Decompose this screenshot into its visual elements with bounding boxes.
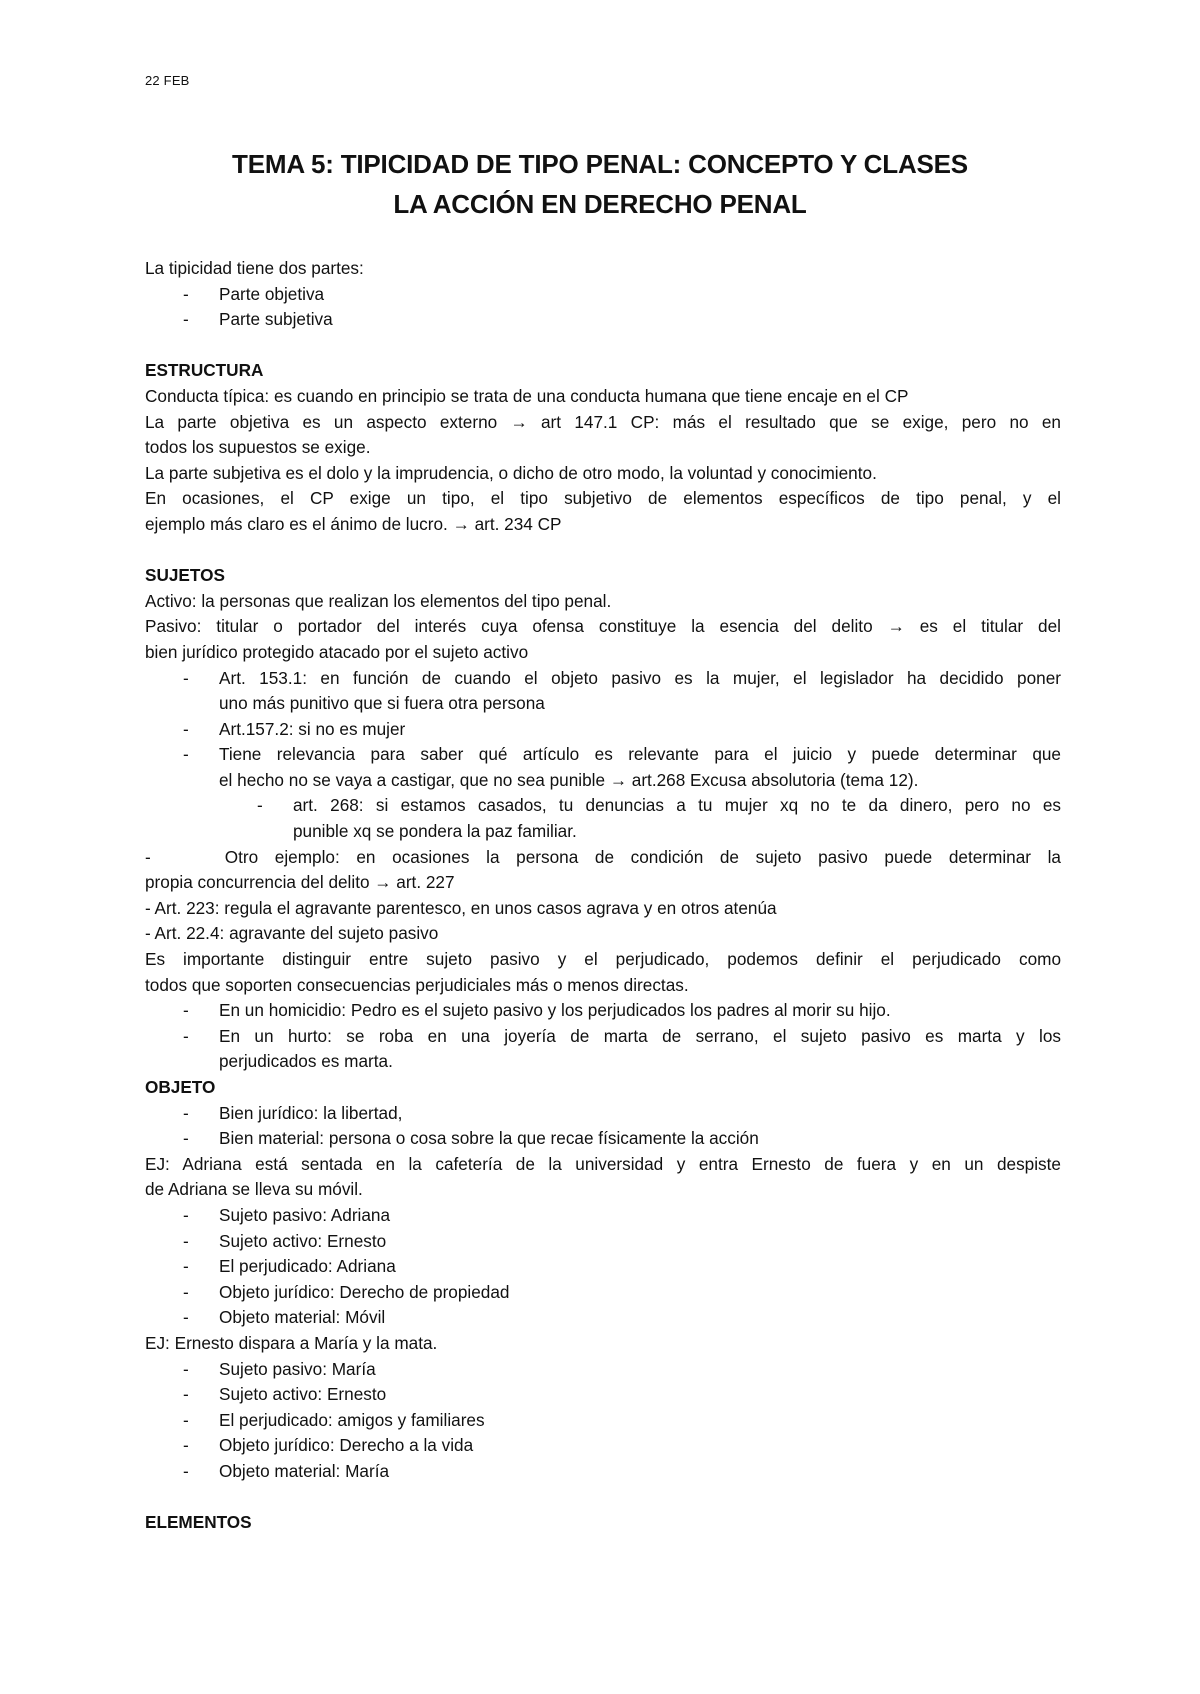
list-item: - Bien jurídico: la libertad, — [145, 1101, 1061, 1127]
paragraph: bien jurídico protegido atacado por el sujeto activo — [145, 641, 529, 662]
bullet-dash: - — [183, 1102, 189, 1123]
list-item: - Tiene relevancia para saber qué artículo es relevante para el juicio y puede determinar que — [145, 742, 1061, 768]
list-item: - Art. 153.1: en función de cuando el objeto pasivo es la mujer, el legislador ha decidido poner — [145, 666, 1061, 692]
list-item: - Objeto jurídico: Derecho de propiedad — [145, 1280, 1061, 1306]
section-heading-estructura: ESTRUCTURA — [145, 360, 264, 381]
intro-text: La tipicidad tiene dos partes: — [145, 258, 364, 278]
list-item-continued: el hecho no se vaya a castigar, que no sea punible → art.268 Excusa absolutoria (tema 12). — [219, 769, 919, 790]
bullet-dash: - — [183, 1358, 189, 1379]
date-label: 22 FEB — [145, 73, 190, 88]
paragraph: - Otro ejemplo: en ocasiones la persona de condición de sujeto pasivo puede determinar la — [145, 846, 1061, 867]
spacer — [145, 333, 1061, 359]
list-item: - Objeto material: María — [145, 1459, 1061, 1485]
paragraph: EJ: Adriana está sentada en la cafetería de la universidad y entra Ernesto de fuera y en un despiste — [145, 1153, 1061, 1174]
bullet-dash: - — [183, 1256, 189, 1277]
bullet-dash: - — [183, 1128, 189, 1149]
paragraph: En ocasiones, el CP exige un tipo, el tipo subjetivo de elementos específicos de tipo penal, y el — [145, 488, 1061, 509]
document-body — [145, 256, 1061, 1536]
paragraph: - Art. 22.4: agravante del sujeto pasivo — [145, 923, 439, 944]
bullet-dash: - — [183, 1435, 189, 1456]
bullet-dash: - — [183, 667, 189, 688]
list-item: - Parte objetiva — [145, 282, 1061, 308]
paragraph: - Art. 223: regula el agravante parentesco, en unos casos agrava y en otros atenúa — [145, 897, 777, 918]
bullet-dash: - — [257, 795, 263, 816]
bullet-dash: - — [183, 1025, 189, 1046]
spacer — [145, 1485, 1061, 1511]
paragraph: Es importante distinguir entre sujeto pasivo y el perjudicado, podemos definir el perjudicado como — [145, 949, 1061, 970]
sub-list-item-continued: punible xq se pondera la paz familiar. — [293, 821, 577, 842]
list-item: - Sujeto pasivo: Adriana — [145, 1203, 1061, 1229]
title-block — [145, 144, 1055, 224]
bullet-dash: - — [183, 744, 189, 765]
paragraph: de Adriana se lleva su móvil. — [145, 1179, 363, 1200]
paragraph: todos que soporten consecuencias perjudiciales más o menos directas. — [145, 974, 689, 995]
bullet-dash: - — [183, 1384, 189, 1405]
paragraph: Conducta típica: es cuando en principio se trata de una conducta humana que tiene encaje en el CP — [145, 385, 909, 406]
list-item: - El perjudicado: Adriana — [145, 1254, 1061, 1280]
list-item: - Parte subjetiva — [145, 307, 1061, 333]
list-item: - El perjudicado: amigos y familiares — [145, 1408, 1061, 1434]
bullet-dash: - — [183, 1409, 189, 1430]
paragraph: ejemplo más claro es el ánimo de lucro. → art. 234 CP — [145, 513, 562, 534]
bullet-dash: - — [145, 846, 151, 867]
list-item: - Objeto jurídico: Derecho a la vida — [145, 1433, 1061, 1459]
list-item-continued: uno más punitivo que si fuera otra persona — [219, 693, 545, 714]
bullet-dash: - — [183, 1204, 189, 1225]
list-item: - En un hurto: se roba en una joyería de marta de serrano, el sujeto pasivo es marta y los — [145, 1024, 1061, 1050]
bullet-dash: - — [183, 309, 189, 330]
paragraph: La parte subjetiva es el dolo y la imprudencia, o dicho de otro modo, la voluntad y conocimiento. — [145, 462, 877, 483]
section-heading-sujetos: SUJETOS — [145, 565, 225, 586]
section-heading-objeto: OBJETO — [145, 1077, 216, 1097]
spacer — [145, 538, 1061, 564]
bullet-dash: - — [183, 1307, 189, 1328]
paragraph: Pasivo: titular o portador del interés cuya ofensa constituye la esencia del delito → es el titular del — [145, 616, 1061, 637]
bullet-dash: - — [183, 1281, 189, 1302]
list-item: - Bien material: persona o cosa sobre la que recae físicamente la acción — [145, 1126, 1061, 1152]
paragraph: todos los supuestos se exige. — [145, 437, 371, 458]
list-item: - Sujeto activo: Ernesto — [145, 1229, 1061, 1255]
list-item: - En un homicidio: Pedro es el sujeto pasivo y los perjudicados los padres al morir su hijo. — [145, 998, 1061, 1024]
paragraph: Activo: la personas que realizan los elementos del tipo penal. — [145, 590, 612, 611]
list-item: - Art.157.2: si no es mujer — [145, 717, 1061, 743]
page-title: TEMA 5: TIPICIDAD DE TIPO PENAL: CONCEPTO Y CLASES — [232, 149, 968, 179]
list-item: - Objeto material: Móvil — [145, 1305, 1061, 1331]
bullet-dash: - — [183, 283, 189, 304]
list-item: - Sujeto activo: Ernesto — [145, 1382, 1061, 1408]
sub-list-item: - art. 268: si estamos casados, tu denuncias a tu mujer xq no te da dinero, pero no es — [145, 793, 1061, 819]
list-item-continued: perjudicados es marta. — [219, 1051, 393, 1072]
paragraph: EJ: Ernesto dispara a María y la mata. — [145, 1332, 438, 1353]
bullet-dash: - — [183, 718, 189, 739]
paragraph: propia concurrencia del delito → art. 227 — [145, 872, 455, 893]
page-subtitle: LA ACCIÓN EN DERECHO PENAL — [393, 189, 807, 219]
section-heading-elementos: ELEMENTOS — [145, 1512, 252, 1533]
bullet-dash: - — [183, 1230, 189, 1251]
list-item: - Sujeto pasivo: María — [145, 1357, 1061, 1383]
paragraph: La parte objetiva es un aspecto externo → art 147.1 CP: más el resultado que se exige, pero no en — [145, 411, 1061, 432]
bullet-dash: - — [183, 1460, 189, 1481]
bullet-dash: - — [183, 1000, 189, 1021]
